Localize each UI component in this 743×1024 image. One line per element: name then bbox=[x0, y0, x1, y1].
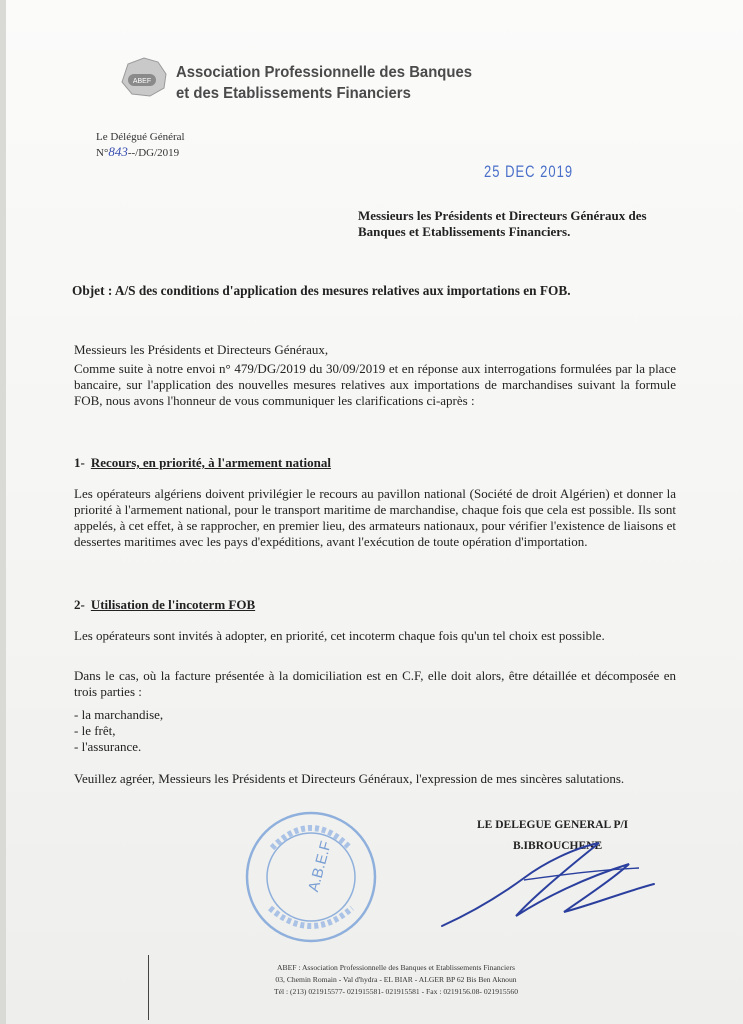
subject-line: Objet : A/S des conditions d'application des mesures relatives aux importations en FOB. bbox=[72, 283, 571, 298]
org-name-line1: Association Professionnelle des Banques bbox=[176, 64, 473, 81]
signatory-title: LE DELEGUE GENERAL P/I bbox=[477, 819, 629, 831]
logo-text: ABEF bbox=[132, 78, 152, 85]
section2-body2: Dans le cas, où la facture présentée à la domiciliation est en C.F, elle doit alors, être détaillée et décomposée en trois parties : bbox=[74, 668, 676, 699]
list-item: - la marchandise, bbox=[74, 707, 164, 722]
closing-paragraph: Veuillez agréer, Messieurs les Présidents et Directeurs Généraux, l'expression de mes sincères salutations. bbox=[74, 771, 625, 786]
section1-number: 1- bbox=[74, 455, 85, 470]
reference-number bbox=[96, 144, 179, 160]
footer-rule bbox=[148, 955, 149, 1020]
abef-logo bbox=[114, 52, 174, 102]
list-item: - l'assurance. bbox=[74, 739, 142, 754]
letter-page bbox=[6, 0, 743, 1024]
section2-number: 2- bbox=[74, 597, 85, 612]
footer-line2: 03, Chemin Romain - Val d'hydra - EL BIAR - ALGER BP 62 Bis Ben Aknoun bbox=[275, 975, 517, 984]
section2-heading bbox=[74, 597, 255, 613]
section2-title: Utilisation de l'incoterm FOB bbox=[90, 597, 256, 612]
recipient: Messieurs les Présidents et Directeurs Généraux des Banques et Etablissements Financiers. bbox=[358, 208, 647, 239]
list-item: - le frêt, bbox=[74, 723, 116, 738]
stamp-text: A.B.E.F bbox=[305, 839, 335, 894]
ref-prefix: N° bbox=[96, 147, 109, 159]
letterhead-footer bbox=[156, 962, 636, 998]
date-stamp: 25 DEC 2019 bbox=[484, 162, 574, 181]
org-name-line2: et des Etablissements Financiers bbox=[176, 85, 411, 102]
intro-paragraph: Comme suite à notre envoi n° 479/DG/2019 du 30/09/2019 et en réponse aux interrogations formulées par la place bancaire, sur l'application des nouvelles mesures relatives aux importations de marchandises suivant la formule FOB, nous avons l'honneur de vous communiquer les clarifications ci-après : bbox=[74, 361, 676, 408]
salutation: Messieurs les Présidents et Directeurs Généraux, bbox=[74, 342, 329, 357]
section2-body1: Les opérateurs sont invités à adopter, en priorité, cet incoterm chaque fois qu'un tel choix est possible. bbox=[74, 628, 605, 643]
section1-heading bbox=[74, 455, 331, 471]
section1-body: Les opérateurs algériens doivent privilégier le recours au pavillon national (Société de droit Algérien) et donner la priorité à l'armement national, pour le transport maritime de marchandise, chaque fois que cela est possible. Ils sont appelés, à cet effet, à se rapprocher, en premier lieu, des armateurs nationaux, pour vérifier l'existence de liaisons et dessertes maritimes avec les pays d'expéditions, avant l'exécution de toute opération d'importation. bbox=[74, 486, 676, 549]
sender-title: Le Délégué Général bbox=[96, 131, 185, 143]
organization-name bbox=[176, 62, 472, 104]
handwritten-signature bbox=[424, 818, 664, 938]
parts-list bbox=[74, 707, 163, 755]
ref-suffix: --/DG/2019 bbox=[127, 147, 180, 159]
signatory-name: B.IBROUCHENE bbox=[513, 840, 603, 852]
section1-title: Recours, en priorité, à l'armement national bbox=[90, 455, 331, 470]
footer-line1: ABEF : Association Professionnelle des Banques et Etablissements Financiers bbox=[277, 963, 515, 972]
ref-handwritten: 843 bbox=[108, 144, 128, 159]
footer-line3: Tél : (213) 021915577- 021915581- 021915581 - Fax : 0219156.08- 021915560 bbox=[273, 987, 519, 996]
